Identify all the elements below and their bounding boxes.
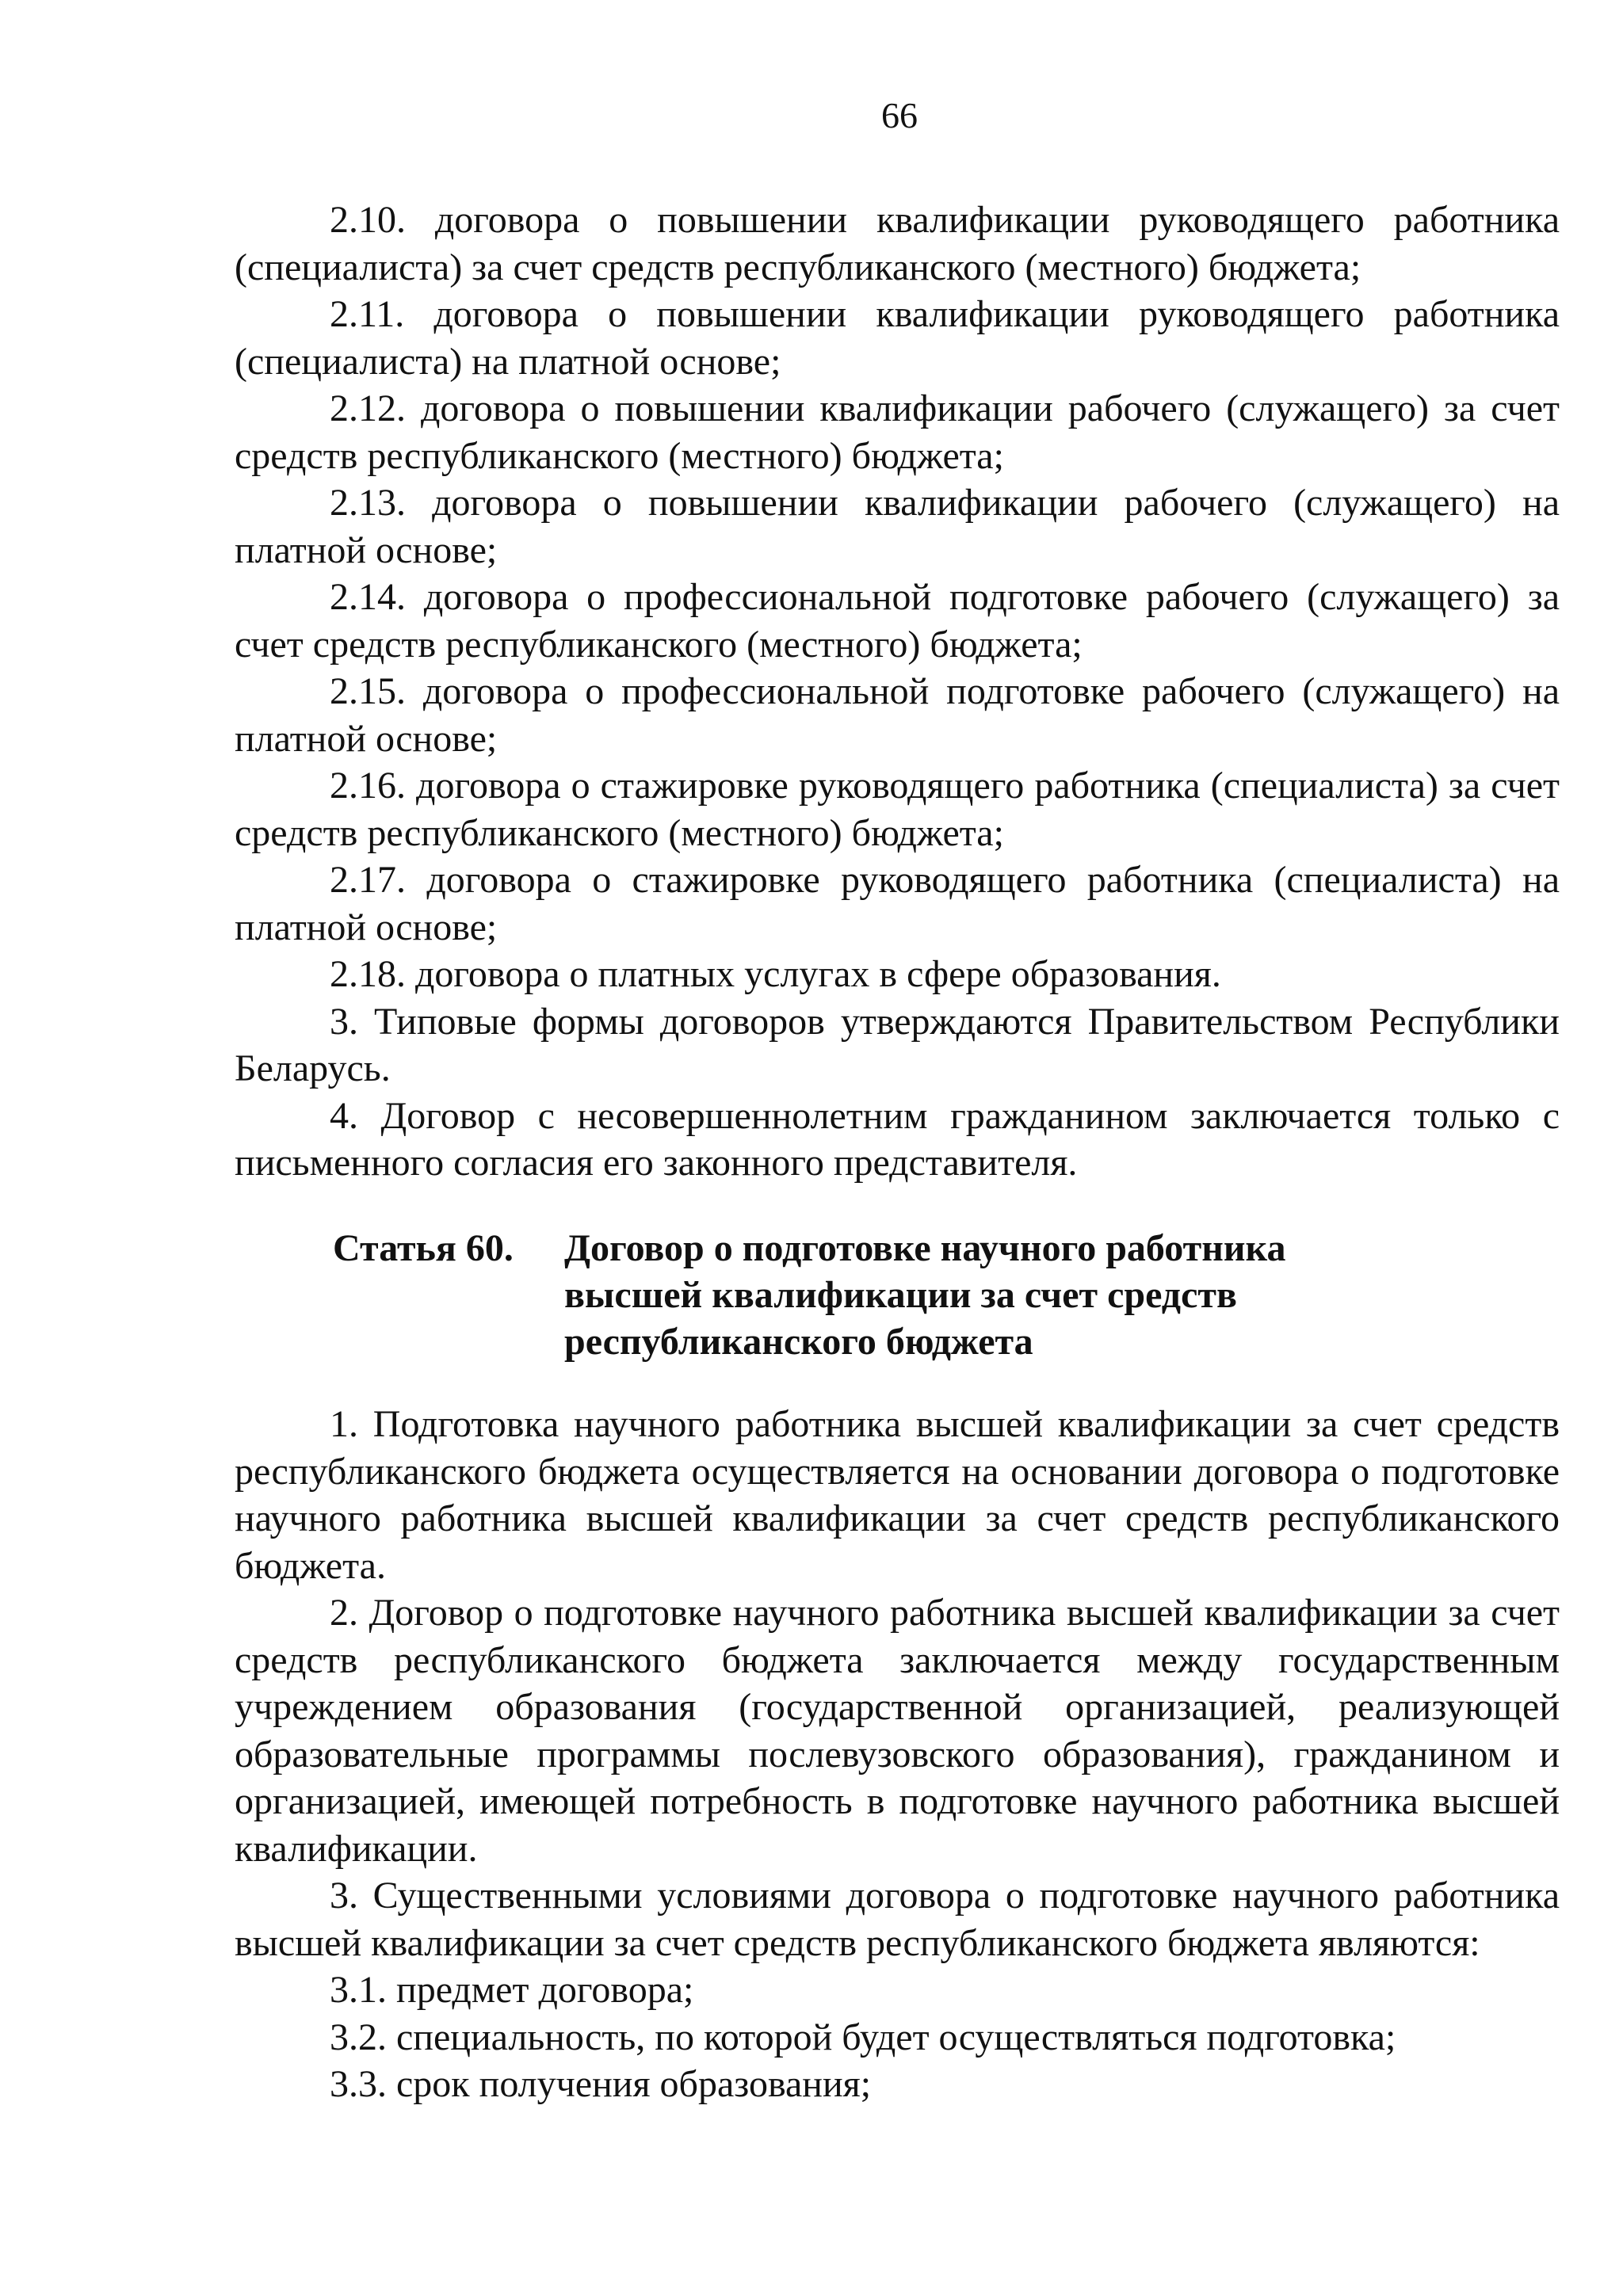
- paragraph-2-18: 2.18. договора о платных услугах в сфере образования.: [330, 953, 1221, 995]
- paragraph-2-15: 2.15. договора о профессиональной подготовке рабочего (служащего) на платной основе;: [235, 670, 1560, 760]
- paragraph-2-14: 2.14. договора о профессиональной подготовке рабочего (служащего) за счет средств республиканского (местного) бюджета;: [235, 576, 1560, 666]
- article-paragraph-3-2: 3.2. специальность, по которой будет осуществляться подготовка;: [330, 2016, 1396, 2058]
- article-title: [564, 1225, 1396, 1365]
- article-paragraph-3-1: 3.1. предмет договора;: [330, 1969, 694, 2011]
- paragraph-2-13: 2.13. договора о повышении квалификации рабочего (служащего) на платной основе;: [235, 482, 1560, 571]
- paragraph-3: 3. Типовые формы договоров утверждаются Правительством Республики Беларусь.: [235, 1000, 1560, 1089]
- paragraph-2-17: 2.17. договора о стажировке руководящего работника (специалиста) на платной основе;: [235, 859, 1560, 948]
- paragraph-2-12: 2.12. договора о повышении квалификации рабочего (служащего) за счет средств республиканского (местного) бюджета;: [235, 387, 1560, 477]
- paragraph-4: 4. Договор с несовершеннолетним гражданином заключается только с письменного согласия его законного представителя.: [235, 1094, 1560, 1184]
- article-paragraph-2: 2. Договор о подготовке научного работника высшей квалификации за счет средств республиканского бюджета заключается между государственным учреждением образования (государственной организацией, реализующей образовательные программы послевузовского образования), гражданином и организацией, имеющей потребность в подготовке научного работника высшей квалификации.: [235, 1592, 1560, 1870]
- paragraph-2-16: 2.16. договора о стажировке руководящего работника (специалиста) за счет средств республиканского (местного) бюджета;: [235, 765, 1560, 854]
- article-title-line: республиканского бюджета: [564, 1321, 1033, 1363]
- text-block-before-article: [235, 196, 1560, 1187]
- paragraph-2-11: 2.11. договора о повышении квалификации руководящего работника (специалиста) на платной основе;: [235, 293, 1560, 383]
- paragraph-2-10: 2.10. договора о повышении квалификации руководящего работника (специалиста) за счет средств республиканского (местного) бюджета;: [235, 199, 1560, 288]
- text-block-article-60: [235, 1401, 1560, 2108]
- article-paragraph-3-3: 3.3. срок получения образования;: [330, 2063, 872, 2105]
- article-title-line: Договор о подготовке научного работника: [564, 1227, 1286, 1269]
- article-title-line: высшей квалификации за счет средств: [564, 1274, 1237, 1316]
- article-label: Статья 60.: [333, 1227, 514, 1269]
- page-number: 66: [881, 95, 918, 135]
- article-paragraph-3: 3. Существенными условиями договора о подготовке научного работника высшей квалификации за счет средств республиканского бюджета являются:: [235, 1875, 1560, 1964]
- article-paragraph-1: 1. Подготовка научного работника высшей квалификации за счет средств республиканского бюджета осуществляется на основании договора о подготовке научного работника высшей квалификации за счет средств республиканского бюджета.: [235, 1403, 1560, 1587]
